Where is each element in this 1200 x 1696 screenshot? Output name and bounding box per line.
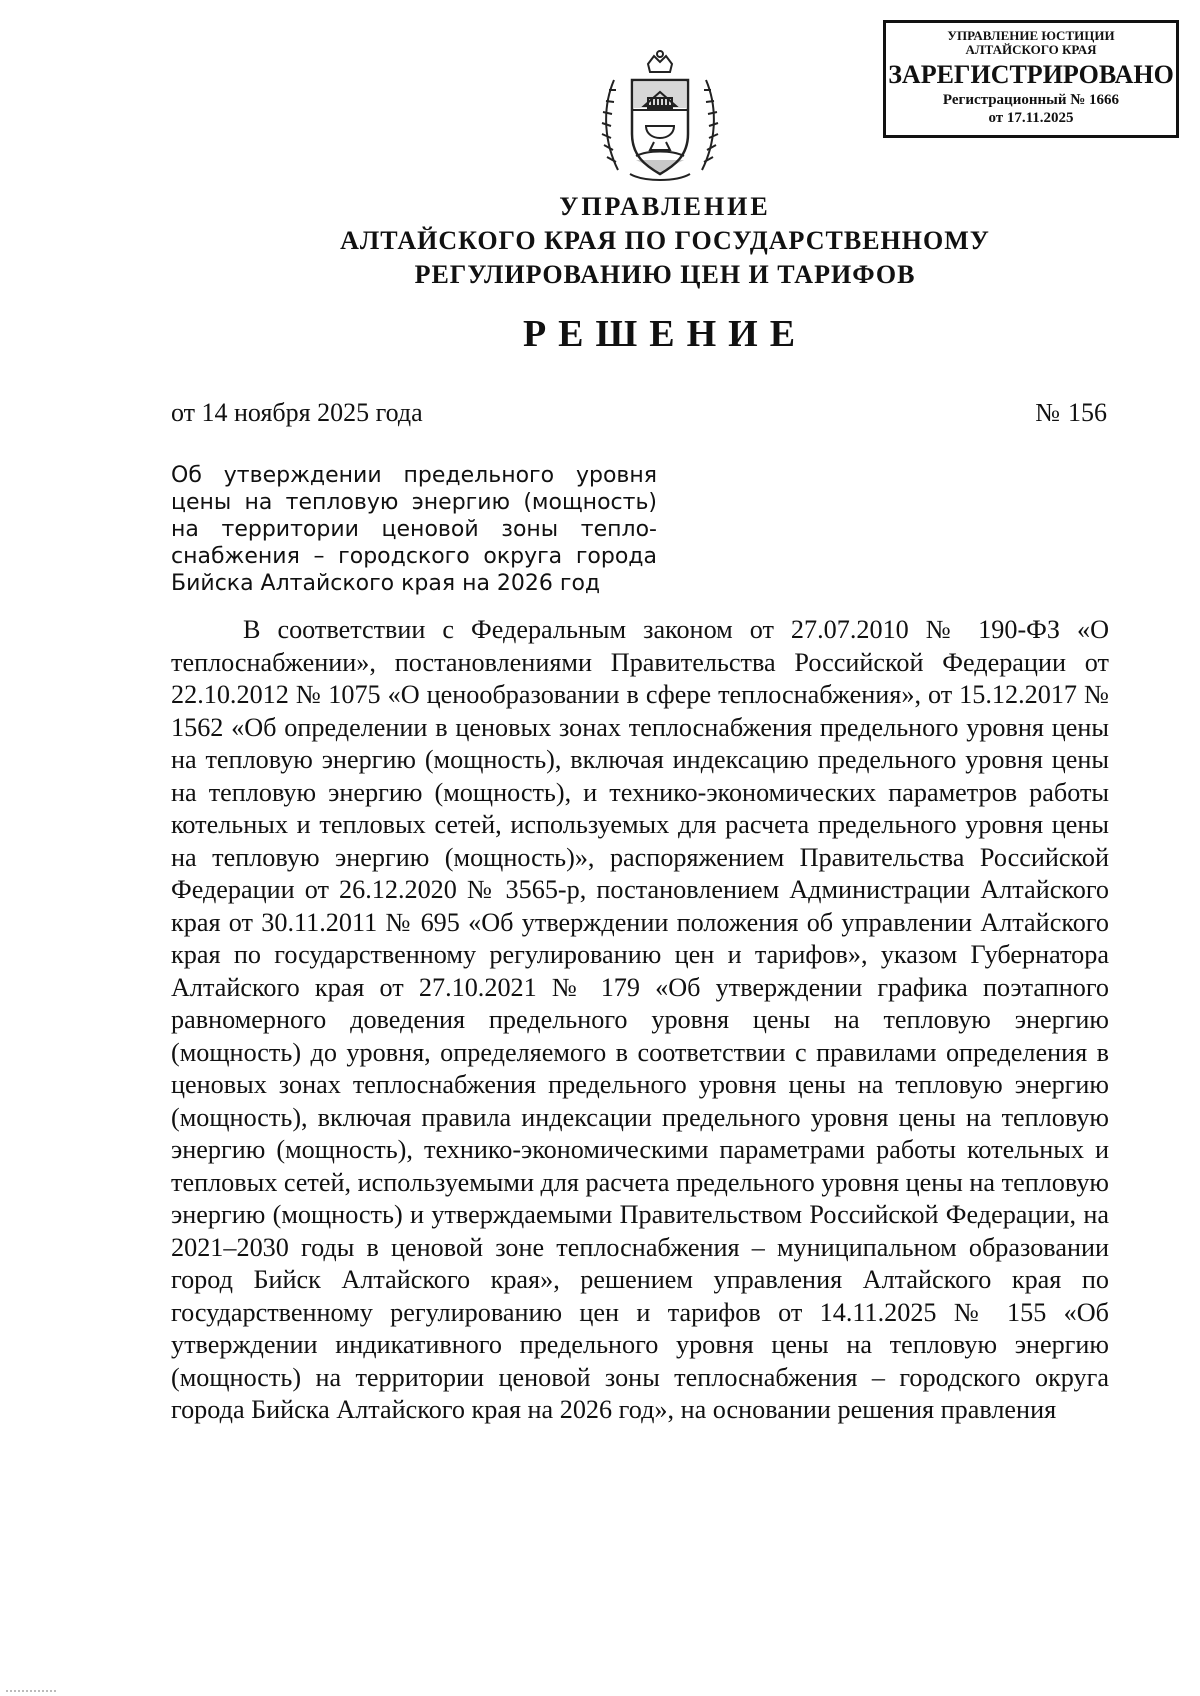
preamble-paragraph: В соответствии с Федеральным законом от 27.07.2010 № 190-ФЗ «О теплоснабжении», постановлениями Правительства Российской Федерации от 22.10.2012 № 1075 «О ценообразовании в сфере теплоснабжения», от 15.12.2017 № 1562 «Об определении в ценовых зонах теплоснабжения предельного уровня цены на тепловую энергию (мощность), включая индексацию предельного уровня цены на тепловую энергию (мощность), и технико-экономических параметров работы котельных и тепловых сетей, используемых для расчета предельного уровня цены на тепловую энергию (мощность)», распоряжением Правительства Российской Федерации от 26.12.2020 № 3565-р, постановлением Администрации Алтайского края от 30.11.2011 № 695 «Об утверждении положения об управлении Алтайского края по государственному регулированию цен и тарифов», указом Губернатора Алтайского края от 27.10.2021 № 179 «Об утверждении графика поэтапного равномерного доведения предельного уровня цены на тепловую энергию (мощность) до уровня, определяемого в соответствии с правилами определения в ценовых зонах теплоснабжения предельного уровня цены на тепловую энергию (мощность), включая правила индексации предельного уровня цены на тепловую энергию (мощность), технико-экономическими параметрами работы котельных и тепловых сетей, используемыми для расчета предельного уровня цены на тепловую энергию (мощность) и утверждаемыми Правительством Российской Федерации, на 2021–2030 годы в ценовой зоне теплоснабжения – муниципальном образовании город Бийск Алтайского края», решением управления Алтайского края по государственному регулированию цен и тарифов от 14.11.2025 № 155 «Об утверждении индикативного предельного уровня цены на тепловую энергию (мощность) на территории ценовой зоны теплоснабжения – городского округа города Бийска Алтайского края на 2026 год», на основании решения правления (171, 615, 1109, 1424)
stamp-authority-line2: АЛТАЙСКОГО КРАЯ (965, 42, 1097, 57)
authority-line-1: УПРАВЛЕНИЕ (559, 192, 771, 221)
stamp-reg-date: от 17.11.2025 (988, 110, 1074, 126)
document-date: от 14 ноября 2025 года (171, 398, 423, 427)
authority-line-2: АЛТАЙСКОГО КРАЯ ПО ГОСУДАРСТВЕННОМУ (340, 226, 990, 255)
document-type-title: РЕШЕНИЕ (522, 313, 808, 355)
scan-artifact (6, 1690, 58, 1692)
document-subject: Об утверждении предельного уровня цены на тепловую энергию (мощность) на территории ценовой зоны тепло-снабжения – городского округа города Бийска Алтайского края на 2026 год (171, 463, 657, 596)
issuing-authority (0, 190, 1200, 292)
coat-of-arms-icon (600, 42, 720, 192)
registration-stamp (883, 20, 1179, 138)
stamp-status: ЗАРЕГИСТРИРОВАНО (888, 60, 1174, 89)
stamp-authority-line1: УПРАВЛЕНИЕ ЮСТИЦИИ (947, 28, 1115, 43)
number-sign: № (1035, 398, 1060, 427)
number-value: 156 (1068, 398, 1107, 427)
authority-line-3: РЕГУЛИРОВАНИЮ ЦЕН И ТАРИФОВ (414, 260, 916, 289)
document-number (1027, 398, 1107, 428)
stamp-reg-number: Регистрационный № 1666 (942, 92, 1120, 108)
